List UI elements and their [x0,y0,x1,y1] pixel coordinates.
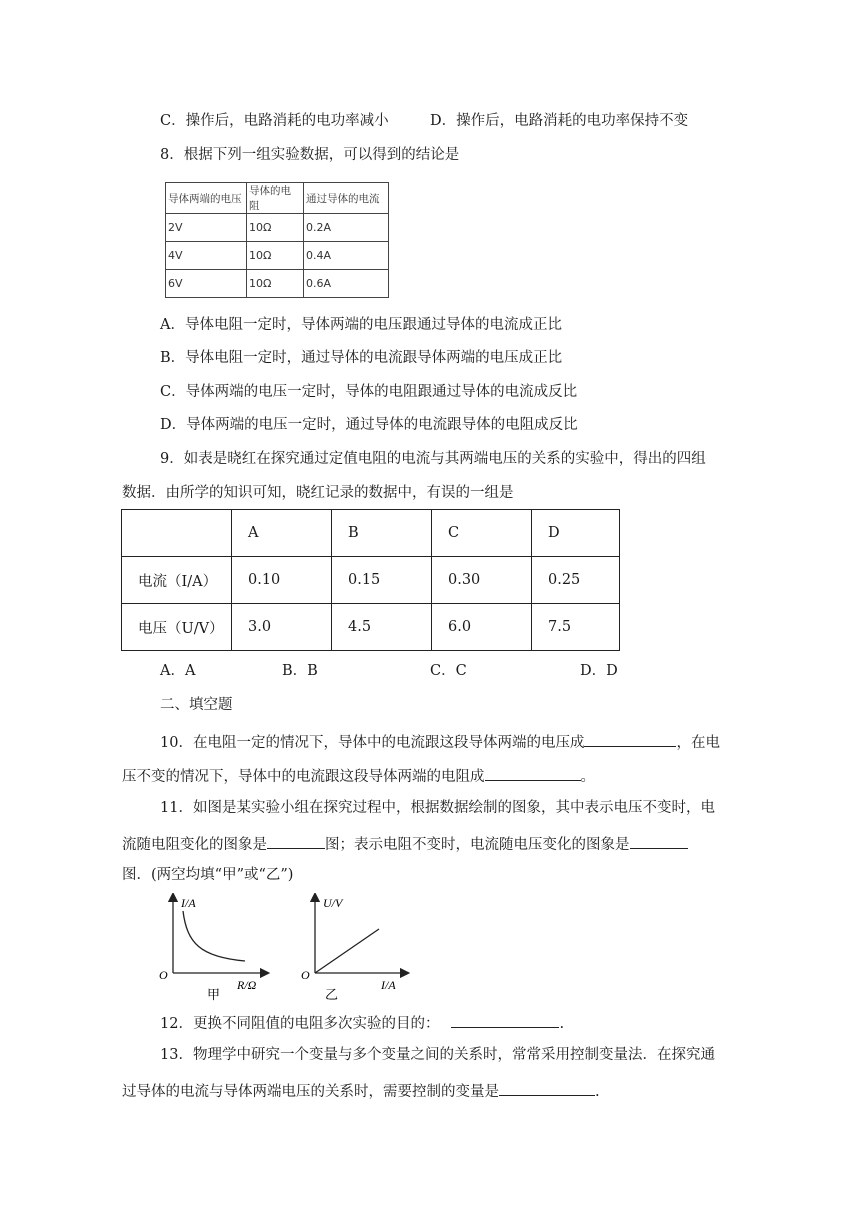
graph-jia [155,893,275,1003]
table-row [122,604,620,651]
table-header-cell [122,510,232,557]
curve-line [183,911,245,961]
x-axis-label: I/A [381,978,396,992]
q11-answer-blank-1[interactable] [267,832,325,849]
table-header-cell: 导体的电阻 [247,183,304,214]
table-row [166,242,389,270]
table-header-cell: 导体两端的电压 [166,183,247,214]
q13-answer-blank[interactable] [499,1079,595,1096]
q9-option-d: D．D [580,663,618,679]
table-cell: 10Ω [247,270,304,298]
q10-answer-blank-1[interactable] [584,730,676,747]
q12-line [160,1011,564,1034]
table-cell: 6.0 [432,604,532,651]
q11-line2-text-b: 图；表示电阻不变时，电流随电压变化的图象是 [325,837,630,853]
table-row [166,270,389,298]
table-cell: 电压（U/V） [122,604,232,651]
table-cell: 0.2A [304,214,389,242]
q10-line1-text-a: 10．在电阻一定的情况下，导体中的电流跟这段导体两端的电压成 [160,735,585,751]
q11-line2-text-a: 流随电阻变化的图象是 [122,837,267,853]
table-cell: 0.6A [304,270,389,298]
q11-line2 [122,832,688,855]
table-header-cell: D [532,510,620,557]
q13-line2-text-b: . [595,1084,600,1100]
q13-line2-text-a: 过导体的电流与导体两端电压的关系时，需要控制的变量是 [122,1084,499,1100]
q9-stem-line2: 数据．由所学的知识可知，晓红记录的数据中，有误的一组是 [122,485,514,501]
q9-option-a: A．A [160,663,196,679]
q12-text-b: . [559,1016,565,1032]
q9-option-b: B．B [282,663,318,679]
q8-option-c: C．导体两端的电压一定时，导体的电阻跟通过导体的电流成反比 [160,384,578,400]
graph-caption: 乙 [325,988,339,1003]
table-header-cell: 通过导体的电流 [304,183,389,214]
q10-line2 [122,764,595,787]
q11-line1: 11．如图是某实验小组在探究过程中，根据数据绘制的图象，其中表示电压不变时，电 [160,800,715,816]
q8-option-a: A．导体电阻一定时，导体两端的电压跟通过导体的电流成正比 [160,317,562,333]
table-cell: 4.5 [332,604,432,651]
table-cell: 4V [166,242,247,270]
q7-option-d: D．操作后，电路消耗的电功率保持不变 [430,113,689,129]
table-cell: 7.5 [532,604,620,651]
q9-stem-line1: 9．如表是晓红在探究通过定值电阻的电流与其两端电压的关系的实验中，得出的四组 [160,451,706,467]
table-cell: 6V [166,270,247,298]
q12-answer-blank[interactable] [451,1011,559,1028]
q10-line2-text-a: 压不变的情况下，导体中的电流跟这段导体两端的电阻成 [122,769,485,785]
q13-line2 [122,1079,600,1102]
table-cell: 10Ω [247,214,304,242]
x-axis-label: R/Ω [237,978,257,992]
q8-option-b: B．导体电阻一定时，通过导体的电流跟导体两端的电压成正比 [160,350,563,366]
table-cell: 电流（I/A） [122,557,232,604]
section-heading: 二、填空题 [160,697,233,713]
q9-option-c: C．C [430,663,467,679]
q13-line1: 13．物理学中研究一个变量与多个变量之间的关系时，常常采用控制变量法．在探究通 [160,1047,715,1063]
table-header-cell: B [332,510,432,557]
q9-data-table [121,509,620,651]
y-axis-label: U/V [323,896,343,910]
q8-option-d: D．导体两端的电压一定时，通过导体的电流跟导体的电阻成反比 [160,417,578,433]
origin-label: O [301,968,310,982]
table-cell: 10Ω [247,242,304,270]
q8-stem: 8．根据下列一组实验数据，可以得到的结论是 [160,147,460,163]
table-row [122,510,620,557]
q10-answer-blank-2[interactable] [485,764,581,781]
graph-yi [297,893,412,1003]
q11-line3: 图．(两空均填“甲”或“乙”) [122,867,294,883]
origin-label: O [159,968,168,982]
table-header-cell: A [232,510,332,557]
table-row [166,214,389,242]
q7-option-c: C．操作后，电路消耗的电功率减小 [160,113,389,129]
table-cell: 0.10 [232,557,332,604]
table-cell: 0.4A [304,242,389,270]
q10-line1-text-b: ，在电 [676,735,720,751]
table-cell: 0.30 [432,557,532,604]
q11-answer-blank-2[interactable] [630,832,688,849]
y-axis-label: I/A [181,896,196,910]
table-row [166,183,389,214]
table-cell: 0.25 [532,557,620,604]
table-cell: 0.15 [332,557,432,604]
q8-data-table [165,182,389,298]
q10-line1 [160,730,720,753]
straight-line [315,929,379,973]
q10-line2-text-b: 。 [580,769,595,785]
table-cell: 3.0 [232,604,332,651]
table-cell: 2V [166,214,247,242]
table-row [122,557,620,604]
table-header-cell: C [432,510,532,557]
q12-text-a: 12．更换不同阻值的电阻多次实验的目的： [160,1016,440,1032]
graph-caption: 甲 [207,988,221,1003]
